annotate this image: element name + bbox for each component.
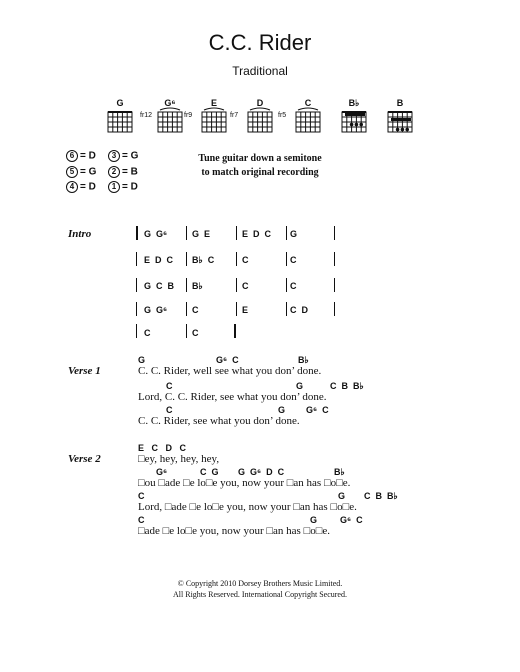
lyric-line: C. C. Rider, well see what you don’ done. (138, 365, 322, 377)
intro-bar-chords: C (192, 328, 199, 338)
chord-diagram-name: G⁶ (164, 98, 176, 108)
section-label-verse-1: Verse 1 (68, 365, 101, 377)
section-label-intro: Intro (68, 228, 92, 240)
copyright-notice (0, 578, 520, 600)
chord-fret-label: fr5 (278, 112, 287, 119)
lyric-line: Lord, C. C. Rider, see what you don’ done. (138, 391, 327, 403)
tuning-note: B (130, 166, 138, 178)
intro-bar-chords: G C B (144, 281, 175, 291)
intro-bar-chords: C (144, 328, 151, 338)
barline (334, 278, 335, 292)
chord-diagram-name: B♭ (348, 98, 360, 108)
intro-bar-chords: C (192, 305, 199, 315)
chord-fret-label: fr9 (184, 112, 193, 119)
barline (286, 252, 287, 266)
song-author: Traditional (232, 64, 288, 78)
tuning-note: G (130, 150, 139, 162)
chord-diagram-c (278, 98, 326, 138)
lyric-line: C. C. Rider, see what you don’ done. (138, 415, 300, 427)
intro-bar-chords: C (242, 281, 249, 291)
lyric-chord: B♭ (334, 467, 345, 477)
barline (186, 324, 187, 338)
intro-bar-chords: B♭ C (192, 255, 215, 265)
double-barline (136, 226, 138, 240)
barline (236, 278, 237, 292)
intro-bar-chords: E (242, 305, 249, 315)
chord-diagram-d (230, 98, 278, 138)
intro-bar-chords: E D C (242, 229, 272, 239)
lyric-line: □ade □e lo□e you, now your □an has □o□e. (138, 525, 330, 537)
barline (286, 226, 287, 240)
chord-diagram-name: E (210, 98, 217, 108)
tuning-string-2: 2 = B (108, 166, 138, 178)
tuning-string-4: 4 = D (66, 181, 96, 193)
chord-diagram-name: B (396, 98, 404, 108)
fretboard-grid-icon (386, 106, 414, 134)
lyric-chord: G (310, 515, 318, 525)
barline (186, 226, 187, 240)
barline (286, 302, 287, 316)
tuning-string-3: 3 = G (108, 150, 138, 162)
intro-bar-chords: C (290, 255, 297, 265)
barline (334, 252, 335, 266)
chord-diagram-g6 (140, 98, 188, 138)
section-label-verse-2: Verse 2 (68, 453, 101, 465)
barline (236, 226, 237, 240)
lyric-chord: G⁶ (156, 467, 168, 477)
lyric-chord: G⁶ C (340, 515, 363, 525)
lyric-line: Lord, □ade □e lo□e you, now your □an has □o□e. (138, 501, 357, 513)
lyric-chord: G (278, 405, 286, 415)
barline (136, 302, 137, 316)
lyric-chord: C (166, 405, 173, 415)
chord-diagram-bflat (336, 98, 372, 138)
lyric-chord: G (138, 355, 146, 365)
lyric-chord: C (138, 515, 145, 525)
fretboard-grid-icon (156, 106, 184, 134)
lyric-chord: G (338, 491, 346, 501)
intro-bar-chords: B♭ (192, 281, 203, 291)
string-number: 3 (108, 150, 120, 162)
string-number: 1 (108, 181, 120, 193)
lyric-chord: G⁶ C (216, 355, 239, 365)
fretboard-grid-icon (200, 106, 228, 134)
intro-bar-chords: C (242, 255, 249, 265)
tuning-string-5: 5 = G (66, 166, 96, 178)
lyric-chord: C G (200, 467, 219, 477)
intro-bar-chords: C D (290, 305, 308, 315)
final-barline (234, 324, 236, 338)
string-number: 2 (108, 166, 120, 178)
fretboard-grid-icon (246, 106, 274, 134)
tuning-instruction-line: to match original recording (201, 167, 319, 178)
intro-bar-chords: E D C (144, 255, 174, 265)
fretboard-grid-icon (340, 106, 368, 134)
chord-diagram-name: C (304, 98, 312, 108)
chord-diagram-name: G (116, 98, 124, 108)
lyric-chord: C (166, 381, 173, 391)
barline (334, 302, 335, 316)
tuning-note: D (130, 181, 138, 193)
string-number: 5 (66, 166, 78, 178)
lyric-chord: C B B♭ (364, 491, 398, 501)
song-title: C.C. Rider (208, 30, 312, 55)
lyric-chord: G G⁶ D C (238, 467, 285, 477)
tuning-note: D (88, 181, 96, 193)
tuning-note: D (88, 150, 96, 162)
lyric-chord: B♭ (298, 355, 309, 365)
barline (136, 278, 137, 292)
barline (236, 252, 237, 266)
barline (186, 302, 187, 316)
lyric-chord: C (138, 491, 145, 501)
tuning-string-1: 1 = D (108, 181, 138, 193)
tuning-string-6: 6 = D (66, 150, 96, 162)
string-number: 4 (66, 181, 78, 193)
tuning-note: G (88, 166, 97, 178)
tuning-instruction (170, 152, 350, 180)
fretboard-grid-icon (106, 106, 134, 134)
lyric-chord: C B B♭ (330, 381, 364, 391)
chord-diagram-e (184, 98, 232, 138)
copyright-line: © Copyright 2010 Dorsey Brothers Music Limited. (177, 579, 343, 588)
intro-bar-chords: G G⁶ (144, 229, 168, 239)
copyright-line: All Rights Reserved. International Copyright Secured. (173, 590, 347, 599)
barline (236, 302, 237, 316)
chord-diagram-b (382, 98, 418, 138)
barline (136, 252, 137, 266)
lyric-chord: G (296, 381, 304, 391)
lyric-line: □ey, hey, hey, hey, (138, 453, 220, 465)
barline (334, 226, 335, 240)
intro-bar-chords: G E (192, 229, 211, 239)
barline (186, 252, 187, 266)
chord-fret-label: fr7 (230, 112, 239, 119)
intro-bar-chords: G G⁶ (144, 305, 168, 315)
chord-diagram-name: D (256, 98, 264, 108)
chord-diagram-g (102, 98, 138, 138)
fretboard-grid-icon (294, 106, 322, 134)
intro-bar-chords: G (290, 229, 298, 239)
intro-bar-chords: C (290, 281, 297, 291)
lyric-chord: G⁶ C (306, 405, 329, 415)
barline (136, 324, 137, 338)
lyric-chord: E C D C (138, 443, 187, 453)
barline (286, 278, 287, 292)
barline (186, 278, 187, 292)
tuning-instruction-line: Tune guitar down a semitone (198, 153, 322, 164)
lyric-line: □ou □ade □e lo□e you, now your □an has □o□e. (138, 477, 351, 489)
string-number: 6 (66, 150, 78, 162)
chord-fret-label: fr12 (140, 112, 153, 119)
